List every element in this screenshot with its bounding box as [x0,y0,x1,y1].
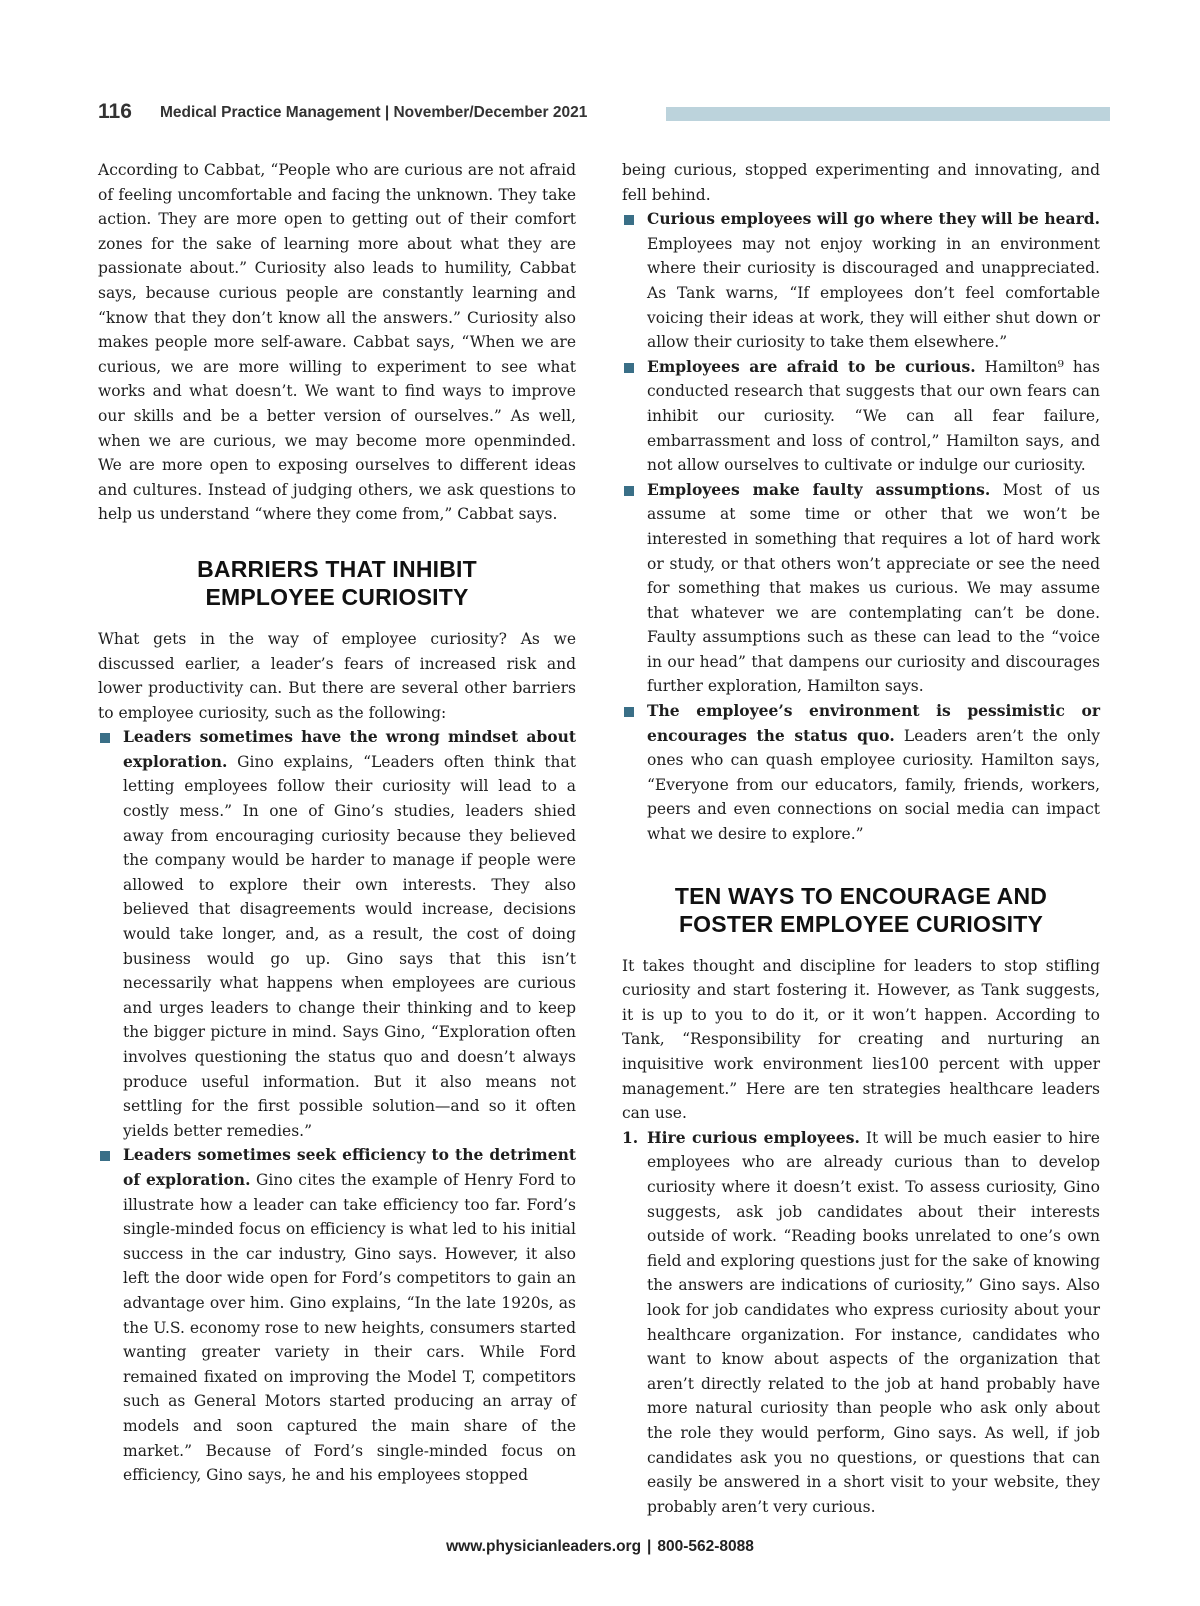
step-lead: Hire curious employees. [647,1127,860,1147]
header-accent-bar [666,107,1110,121]
bullet-lead: Leaders sometimes seek efficiency to the detriment of exploration. [123,1145,576,1189]
bullet-text: Gino explains, “Leaders often think that letting employees follow their curiosity will lead to a costly mess.” In one of Gino’s studies, leaders shied away from encouraging curiosity because they believed the company would be harder to manage if people were allowed to explore their own interests. They also believed that disagreements would increase, decisions would take longer, and, as a result, the cost of doing business would go up. Gino says that this isn’t necessarily what happens when employees are curious and urges leaders to change their thinking and to keep the bigger picture in mind. Says Gino, “Exploration often involves questioning the status quo and doesn’t always produce useful information. But it also means not settling for the first possible solution—and so it often yields better remedies.” [123,752,576,1140]
footer-website: www.physicianleaders.org [446,1538,642,1555]
bullet-text: Employees may not enjoy working in an environment where their curiosity is discouraged and unappreciated. As Tank warns, “If employees don’t feel comfortable voicing their ideas at work, they will either shut down or allow their curiosity to take them elsewhere.” [647,234,1100,352]
list-item [622,478,1100,699]
running-head: Medical Practice Management | November/December 2021 [160,104,588,121]
barriers-intro-paragraph: What gets in the way of employee curiosity? As we discussed earlier, a leader’s fears of increased risk and lower productivity can. But there are several other barriers to employee curiosity, such as the following: [98,629,576,722]
footer-phone: 800-562-8088 [657,1538,754,1555]
step-number: 1. [622,1127,639,1147]
page-footer [0,1538,1200,1556]
barriers-list-continued [622,207,1100,846]
page-number: 116 [98,100,132,123]
footer-separator: | [647,1538,652,1555]
list-item [98,1143,576,1487]
bullet-lead: The employee’s environment is pessimistic or encourages the status quo. [647,701,1100,745]
list-item [98,725,576,1143]
barriers-list [98,725,576,1487]
bullet-text: Leaders aren’t the only ones who can quash employee curiosity. Hamilton says, “Everyone from our educators, family, friends, workers, peers and even connections on social media can impact what we desire to explore.” [647,726,1100,844]
list-item [622,1126,1100,1520]
bullet-text: Gino cites the example of Henry Ford to illustrate how a leader can take efficiency too far. Ford’s single-minded focus on efficiency is what led to his initial success in the car industry, Gino says. However, it also left the door wide open for Ford’s competitors to gain an advantage over him. Gino explains, “In the late 1920s, as the U.S. economy rose to new heights, consumers started wanting greater variety in their cars. While Ford remained fixated on improving the Model T, competitors such as General Motors started producing an array of models and soon captured the main share of the market.” Because of Ford’s single-minded focus on efficiency, Gino says, he and his employees stopped [123,1170,576,1485]
bullet-text: Hamilton⁹ has conducted research that suggests that our own fears can inhibit our curiosity. “We can all fear failure, embarrassment and loss of control,” Hamilton says, and not allow ourselves to cultivate or indulge our curiosity. [647,357,1101,475]
ten-ways-intro-paragraph: It takes thought and discipline for leaders to stop stifling curiosity and start fostering it. However, as Tank suggests, it is up to you to do it, or it won’t happen. According to Tank, “Responsibility for creating and nurturing an inquisitive work environment lies100 percent with upper management.” Here are ten strategies healthcare leaders can use. [622,956,1100,1123]
list-item [622,207,1100,355]
intro-paragraph: According to Cabbat, “People who are curious are not afraid of feeling uncomfortable and facing the unknown. They take action. They are more open to getting out of their comfort zones for the sake of learning more about what they are passionate about.” Curiosity also leads to humility, Cabbat says, because curious people are constantly learning and “know that they don’t know all the answers.” Curiosity also makes people more self-aware. Cabbat says, “When we are curious, we are more willing to experiment to see what works and what doesn’t. We want to find ways to improve our skills and be a better version of ourselves.” As well, when we are curious, we may become more openminded. We are more open to exposing ourselves to different ideas and cultures. Instead of judging others, we ask questions to help us understand “where they come from,” Cabbat says. [98,161,576,524]
bullet-lead: Employees are afraid to be curious. [647,356,976,376]
strategies-list [622,1126,1100,1520]
bullet-lead: Leaders sometimes have the wrong mindset about exploration. [123,727,576,771]
continuation-paragraph: being curious, stopped experimenting and innovating, and fell behind. [622,161,1100,204]
right-column [622,158,1100,1519]
bullet-lead: Employees make faulty assumptions. [647,479,991,499]
list-item [622,355,1100,478]
page-header [98,100,1110,130]
barriers-heading: BARRIERS THAT INHIBIT EMPLOYEE CURIOSITY [197,555,477,610]
left-column [98,158,576,1488]
step-text: It will be much easier to hire employees who are already curious than to develop curiosity where it doesn’t exist. To assess curiosity, Gino suggests, ask job candidates about their interests outside of work. “Reading books unrelated to one’s own field and exploring questions just for the sake of knowing the answers are indications of curiosity,” Gino says. Also look for job candidates who express curiosity about your healthcare organization. For instance, candidates who want to know about aspects of the organization that aren’t directly related to the job at hand probably have more natural curiosity than people who ask only about the role they would perform, Gino says. As well, if job candidates ask you no questions, or questions that can easily be answered in a short visit to your website, they probably aren’t very curious. [647,1128,1100,1516]
bullet-lead: Curious employees will go where they will be heard. [647,209,1100,229]
bullet-text: Most of us assume at some time or other that we won’t be interested in something that requires a lot of hard work or study, or that others won’t appreciate or see the need for something that makes us curious. We may assume that whatever we are contemplating can’t be done. Faulty assumptions such as these can lead to the “voice in our head” that dampens our curiosity and discourages further exploration, Hamilton says. [647,480,1100,696]
ten-ways-heading: TEN WAYS TO ENCOURAGE AND FOSTER EMPLOYEE CURIOSITY [674,882,1048,937]
list-item [622,699,1100,847]
